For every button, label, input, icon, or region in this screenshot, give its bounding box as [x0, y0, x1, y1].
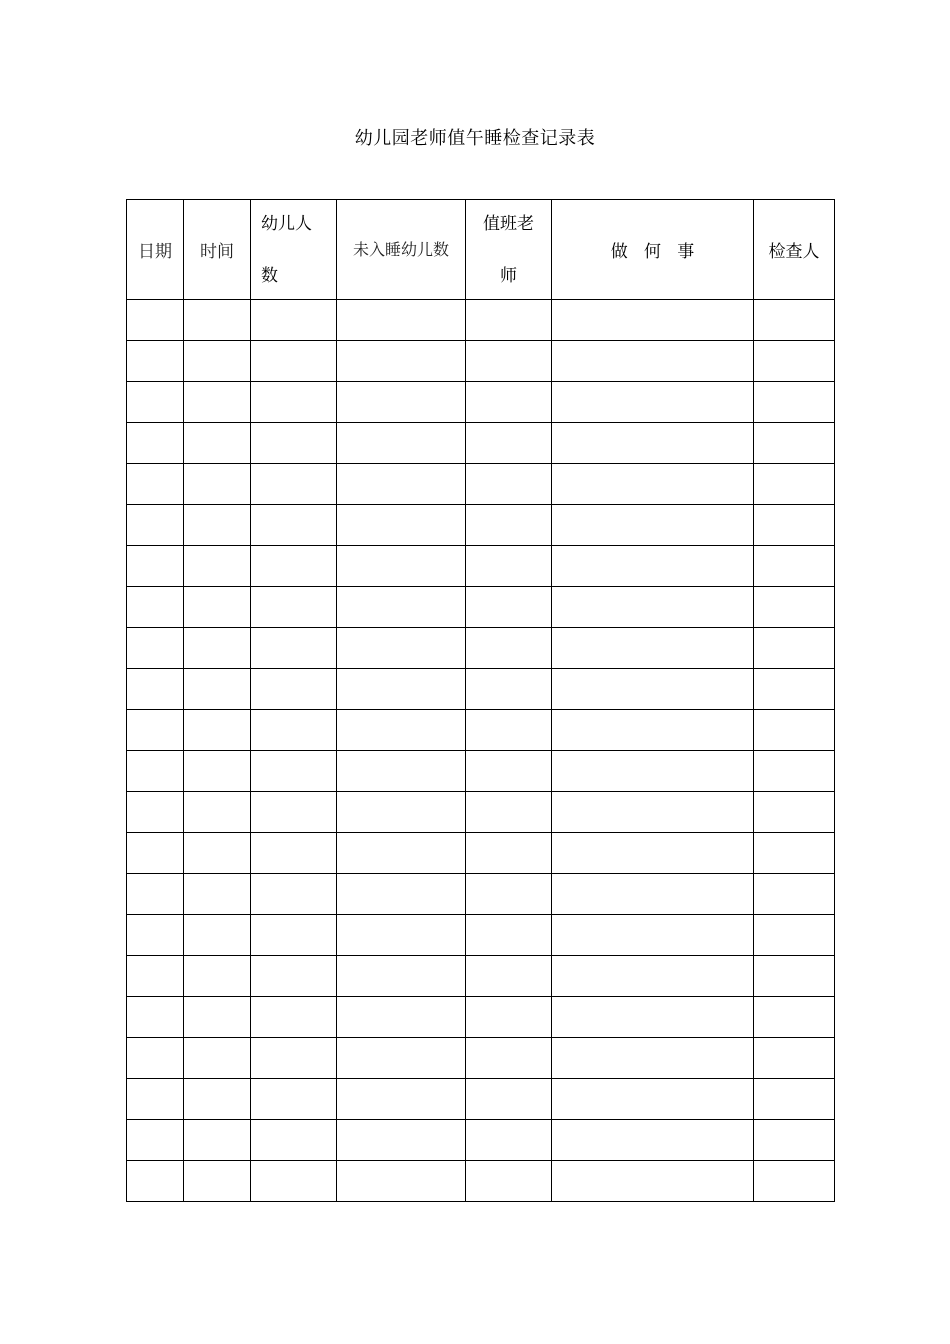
cell-activity[interactable] — [552, 300, 754, 341]
header-duty-teacher-line1: 值班老 — [483, 213, 534, 234]
cell-time[interactable] — [184, 464, 251, 505]
cell-children-count[interactable] — [251, 1161, 337, 1202]
cell-children-count[interactable] — [251, 587, 337, 628]
table-body — [127, 300, 835, 1202]
cell-children-count[interactable] — [251, 751, 337, 792]
cell-not-asleep[interactable] — [337, 915, 466, 956]
cell-duty-teacher[interactable] — [466, 1038, 552, 1079]
cell-time[interactable] — [184, 587, 251, 628]
cell-time[interactable] — [184, 833, 251, 874]
cell-time[interactable] — [184, 628, 251, 669]
cell-inspector[interactable] — [754, 382, 835, 423]
cell-activity[interactable] — [552, 1161, 754, 1202]
table-row — [127, 1120, 835, 1161]
header-activity-label: 做 何 事 — [610, 242, 695, 262]
cell-children-count[interactable] — [251, 382, 337, 423]
cell-duty-teacher[interactable] — [466, 1120, 552, 1161]
cell-date[interactable] — [127, 1079, 184, 1120]
cell-duty-teacher[interactable] — [466, 546, 552, 587]
cell-children-count[interactable] — [251, 628, 337, 669]
cell-inspector[interactable] — [754, 1079, 835, 1120]
cell-not-asleep[interactable] — [337, 792, 466, 833]
cell-activity[interactable] — [552, 423, 754, 464]
cell-children-count[interactable] — [251, 997, 337, 1038]
cell-activity[interactable] — [552, 587, 754, 628]
cell-children-count[interactable] — [251, 546, 337, 587]
cell-not-asleep[interactable] — [337, 546, 466, 587]
table-row — [127, 546, 835, 587]
table-row — [127, 464, 835, 505]
header-activity — [552, 200, 754, 300]
cell-date[interactable] — [127, 382, 184, 423]
cell-not-asleep[interactable] — [337, 1120, 466, 1161]
cell-inspector[interactable] — [754, 423, 835, 464]
table-row — [127, 587, 835, 628]
cell-time[interactable] — [184, 1120, 251, 1161]
header-not-asleep-label: 未入睡幼儿数 — [352, 240, 449, 259]
cell-children-count[interactable] — [251, 505, 337, 546]
cell-duty-teacher[interactable] — [466, 505, 552, 546]
cell-date[interactable] — [127, 464, 184, 505]
cell-time[interactable] — [184, 1038, 251, 1079]
cell-duty-teacher[interactable] — [466, 300, 552, 341]
cell-duty-teacher[interactable] — [466, 956, 552, 997]
cell-inspector[interactable] — [754, 546, 835, 587]
cell-activity[interactable] — [552, 669, 754, 710]
cell-children-count[interactable] — [251, 341, 337, 382]
cell-time[interactable] — [184, 915, 251, 956]
cell-not-asleep[interactable] — [337, 669, 466, 710]
cell-children-count[interactable] — [251, 710, 337, 751]
cell-activity[interactable] — [552, 1038, 754, 1079]
cell-not-asleep[interactable] — [337, 833, 466, 874]
cell-duty-teacher[interactable] — [466, 587, 552, 628]
cell-activity[interactable] — [552, 341, 754, 382]
cell-inspector[interactable] — [754, 792, 835, 833]
cell-inspector[interactable] — [754, 300, 835, 341]
cell-activity[interactable] — [552, 792, 754, 833]
table-row — [127, 382, 835, 423]
cell-not-asleep[interactable] — [337, 423, 466, 464]
cell-children-count[interactable] — [251, 1079, 337, 1120]
cell-duty-teacher[interactable] — [466, 874, 552, 915]
cell-inspector[interactable] — [754, 915, 835, 956]
cell-not-asleep[interactable] — [337, 874, 466, 915]
document-title: 幼儿园老师值午睡检查记录表 — [354, 128, 596, 149]
cell-duty-teacher[interactable] — [466, 628, 552, 669]
cell-date[interactable] — [127, 300, 184, 341]
cell-children-count[interactable] — [251, 915, 337, 956]
cell-time[interactable] — [184, 341, 251, 382]
cell-activity[interactable] — [552, 505, 754, 546]
cell-not-asleep[interactable] — [337, 956, 466, 997]
cell-activity[interactable] — [552, 1120, 754, 1161]
cell-not-asleep[interactable] — [337, 587, 466, 628]
cell-date[interactable] — [127, 833, 184, 874]
table-row — [127, 710, 835, 751]
header-duty-teacher — [466, 200, 552, 300]
cell-duty-teacher[interactable] — [466, 833, 552, 874]
cell-inspector[interactable] — [754, 505, 835, 546]
cell-duty-teacher[interactable] — [466, 751, 552, 792]
cell-inspector[interactable] — [754, 341, 835, 382]
cell-inspector[interactable] — [754, 669, 835, 710]
cell-duty-teacher[interactable] — [466, 997, 552, 1038]
cell-activity[interactable] — [552, 1079, 754, 1120]
table-row — [127, 874, 835, 915]
cell-inspector[interactable] — [754, 997, 835, 1038]
cell-time[interactable] — [184, 382, 251, 423]
cell-children-count[interactable] — [251, 669, 337, 710]
cell-children-count[interactable] — [251, 423, 337, 464]
cell-date[interactable] — [127, 341, 184, 382]
cell-inspector[interactable] — [754, 1161, 835, 1202]
cell-date[interactable] — [127, 1161, 184, 1202]
cell-not-asleep[interactable] — [337, 628, 466, 669]
cell-inspector[interactable] — [754, 833, 835, 874]
cell-time[interactable] — [184, 1079, 251, 1120]
cell-duty-teacher[interactable] — [466, 915, 552, 956]
cell-duty-teacher[interactable] — [466, 792, 552, 833]
cell-inspector[interactable] — [754, 956, 835, 997]
cell-children-count[interactable] — [251, 1120, 337, 1161]
cell-activity[interactable] — [552, 874, 754, 915]
cell-duty-teacher[interactable] — [466, 464, 552, 505]
cell-inspector[interactable] — [754, 464, 835, 505]
cell-not-asleep[interactable] — [337, 751, 466, 792]
cell-not-asleep[interactable] — [337, 710, 466, 751]
table-row — [127, 1161, 835, 1202]
table-row — [127, 423, 835, 464]
table-row — [127, 341, 835, 382]
cell-duty-teacher[interactable] — [466, 1079, 552, 1120]
cell-activity[interactable] — [552, 956, 754, 997]
cell-activity[interactable] — [552, 751, 754, 792]
cell-date[interactable] — [127, 423, 184, 464]
cell-date[interactable] — [127, 1038, 184, 1079]
cell-not-asleep[interactable] — [337, 505, 466, 546]
cell-date[interactable] — [127, 587, 184, 628]
header-inspector: 检查人 — [754, 200, 835, 300]
cell-time[interactable] — [184, 956, 251, 997]
cell-time[interactable] — [184, 546, 251, 587]
cell-activity[interactable] — [552, 915, 754, 956]
cell-time[interactable] — [184, 792, 251, 833]
cell-children-count[interactable] — [251, 792, 337, 833]
header-duty-teacher-line2: 师 — [500, 265, 517, 286]
cell-activity[interactable] — [552, 997, 754, 1038]
cell-date[interactable] — [127, 505, 184, 546]
cell-duty-teacher[interactable] — [466, 423, 552, 464]
cell-inspector[interactable] — [754, 1038, 835, 1079]
header-children-count — [251, 200, 337, 300]
cell-activity[interactable] — [552, 628, 754, 669]
cell-time[interactable] — [184, 874, 251, 915]
header-children-count-line2: 数 — [261, 265, 278, 286]
table-row — [127, 956, 835, 997]
cell-not-asleep[interactable] — [337, 341, 466, 382]
cell-time[interactable] — [184, 505, 251, 546]
cell-time[interactable] — [184, 423, 251, 464]
table-row — [127, 997, 835, 1038]
cell-date[interactable] — [127, 997, 184, 1038]
cell-time[interactable] — [184, 300, 251, 341]
cell-duty-teacher[interactable] — [466, 1161, 552, 1202]
cell-children-count[interactable] — [251, 464, 337, 505]
table-row — [127, 915, 835, 956]
cell-time[interactable] — [184, 751, 251, 792]
cell-activity[interactable] — [552, 710, 754, 751]
cell-not-asleep[interactable] — [337, 300, 466, 341]
cell-date[interactable] — [127, 710, 184, 751]
header-date: 日期 — [127, 200, 184, 300]
cell-children-count[interactable] — [251, 874, 337, 915]
cell-activity[interactable] — [552, 382, 754, 423]
table-row — [127, 300, 835, 341]
cell-activity[interactable] — [552, 464, 754, 505]
cell-activity[interactable] — [552, 833, 754, 874]
cell-inspector[interactable] — [754, 1120, 835, 1161]
cell-duty-teacher[interactable] — [466, 341, 552, 382]
cell-date[interactable] — [127, 792, 184, 833]
cell-duty-teacher[interactable] — [466, 710, 552, 751]
table-row — [127, 669, 835, 710]
cell-children-count[interactable] — [251, 1038, 337, 1079]
cell-date[interactable] — [127, 546, 184, 587]
header-time: 时间 — [184, 200, 251, 300]
cell-inspector[interactable] — [754, 751, 835, 792]
cell-inspector[interactable] — [754, 628, 835, 669]
table-row — [127, 628, 835, 669]
header-not-asleep — [337, 200, 466, 300]
table-row — [127, 1079, 835, 1120]
cell-inspector[interactable] — [754, 587, 835, 628]
table-row — [127, 505, 835, 546]
table-row — [127, 751, 835, 792]
cell-not-asleep[interactable] — [337, 1038, 466, 1079]
table-row — [127, 1038, 835, 1079]
cell-date[interactable] — [127, 874, 184, 915]
cell-date[interactable] — [127, 669, 184, 710]
cell-date[interactable] — [127, 915, 184, 956]
cell-children-count[interactable] — [251, 833, 337, 874]
table-row — [127, 792, 835, 833]
cell-children-count[interactable] — [251, 300, 337, 341]
cell-date[interactable] — [127, 1120, 184, 1161]
cell-date[interactable] — [127, 751, 184, 792]
cell-inspector[interactable] — [754, 874, 835, 915]
cell-date[interactable] — [127, 956, 184, 997]
cell-not-asleep[interactable] — [337, 1079, 466, 1120]
table-row — [127, 833, 835, 874]
cell-not-asleep[interactable] — [337, 382, 466, 423]
cell-not-asleep[interactable] — [337, 1161, 466, 1202]
cell-inspector[interactable] — [754, 710, 835, 751]
cell-activity[interactable] — [552, 546, 754, 587]
table-header-row — [127, 200, 835, 300]
cell-time[interactable] — [184, 710, 251, 751]
cell-time[interactable] — [184, 669, 251, 710]
cell-not-asleep[interactable] — [337, 997, 466, 1038]
cell-not-asleep[interactable] — [337, 464, 466, 505]
cell-duty-teacher[interactable] — [466, 382, 552, 423]
header-children-count-line1: 幼儿人 — [261, 213, 312, 234]
cell-duty-teacher[interactable] — [466, 669, 552, 710]
cell-time[interactable] — [184, 997, 251, 1038]
cell-date[interactable] — [127, 628, 184, 669]
cell-children-count[interactable] — [251, 956, 337, 997]
cell-time[interactable] — [184, 1161, 251, 1202]
nap-check-record-table — [126, 199, 835, 1202]
